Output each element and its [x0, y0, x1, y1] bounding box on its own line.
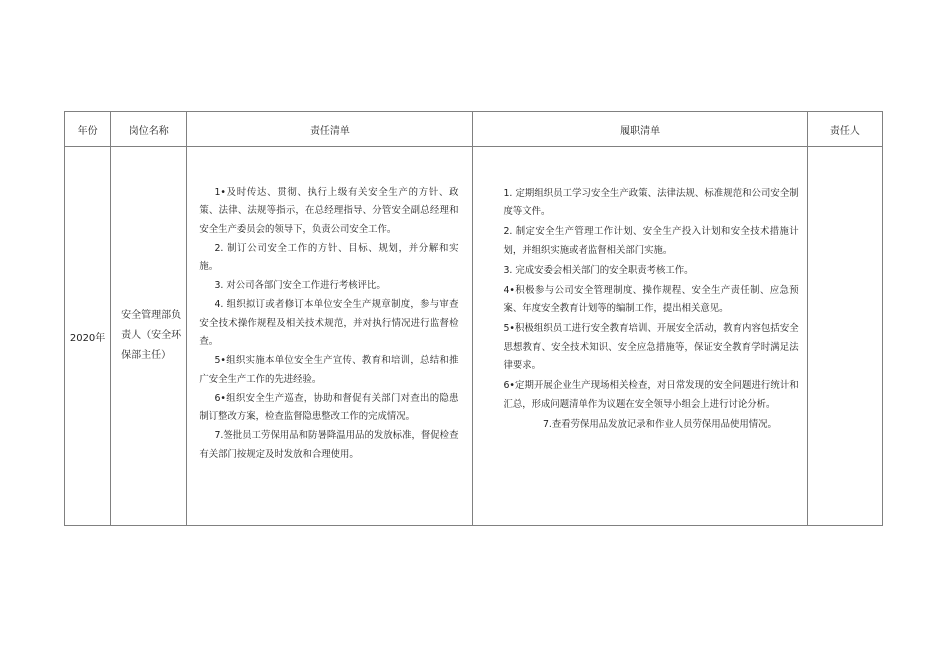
- performance-item: 2. 制定安全生产管理工作计划、安全生产投入计划和安全技术措施计划，并组织实施或者监督相关部门实施。: [503, 226, 799, 256]
- year-cell: 2020年: [65, 147, 111, 526]
- responsibility-item: 5•组织实施本单位安全生产宣传、教育和培训，总结和推广安全生产工作的先进经验。: [199, 355, 459, 385]
- responsibility-item: 7.签批员工劳保用品和防暑降温用品的发放标准，督促检查有关部门按规定及时发放和合理使用。: [199, 430, 459, 460]
- performance-cell: [473, 147, 807, 526]
- responsibility-table: [64, 111, 883, 526]
- responsibility-item: 1•及时传达、贯彻、执行上级有关安全生产的方针、政策、法律、法规等指示，在总经理指导、分管安全副总经理和安全生产委员会的领导下，负责公司安全工作。: [199, 186, 459, 235]
- performance-item: 6•定期开展企业生产现场相关检查，对日常发现的安全问题进行统计和汇总，形成问题清单作为议题在安全领导小组会上进行讨论分析。: [503, 380, 799, 410]
- table-row: [65, 147, 883, 526]
- header-position: 岗位名称: [111, 112, 187, 147]
- responsibility-item: 4. 组织拟订或者修订本单位安全生产规章制度，参与审查安全技术操作规程及相关技术规范，并对执行情况进行监督检查。: [199, 299, 459, 347]
- performance-item: 3. 完成安委会相关部门的安全职责考核工作。: [503, 264, 694, 276]
- table-header-row: [65, 112, 883, 147]
- responsibility-item: 2. 制订公司安全工作的方针、目标、规划，并分解和实施。: [199, 242, 459, 272]
- performance-item: 7.查看劳保用品发放记录和作业人员劳保用品使用情况。: [542, 418, 777, 430]
- performance-item: 5•积极组织员工进行安全教育培训、开展安全活动，教育内容包括安全思想教育、安全技术知识、安全应急措施等，保证安全教育学时满足法律要求。: [503, 323, 799, 371]
- header-performance-list: 履职清单: [473, 112, 807, 147]
- performance-item: 1. 定期组织员工学习安全生产政策、法律法规、标准规范和公司安全制度等文件。: [503, 187, 799, 217]
- header-responsibility-list: 责任清单: [187, 112, 473, 147]
- performance-item: 4•积极参与公司安全管理制度、操作规程、安全生产责任制、应急预案、年度安全教育计划等的编制工作，提出相关意见。: [503, 284, 799, 314]
- header-responsible-person: 责任人: [807, 112, 882, 147]
- header-year: 年份: [65, 112, 111, 147]
- responsibility-cell: [187, 147, 473, 526]
- responsible-person-cell: [807, 147, 882, 526]
- responsibility-item: 6•组织安全生产巡查，协助和督促有关部门对查出的隐患制订整改方案，检查监督隐患整改工作的完成情况。: [199, 392, 459, 422]
- position-cell: 安全管理部负责人（安全环保部主任）: [111, 147, 187, 526]
- responsibility-item: 3. 对公司各部门安全工作进行考核评比。: [214, 280, 386, 291]
